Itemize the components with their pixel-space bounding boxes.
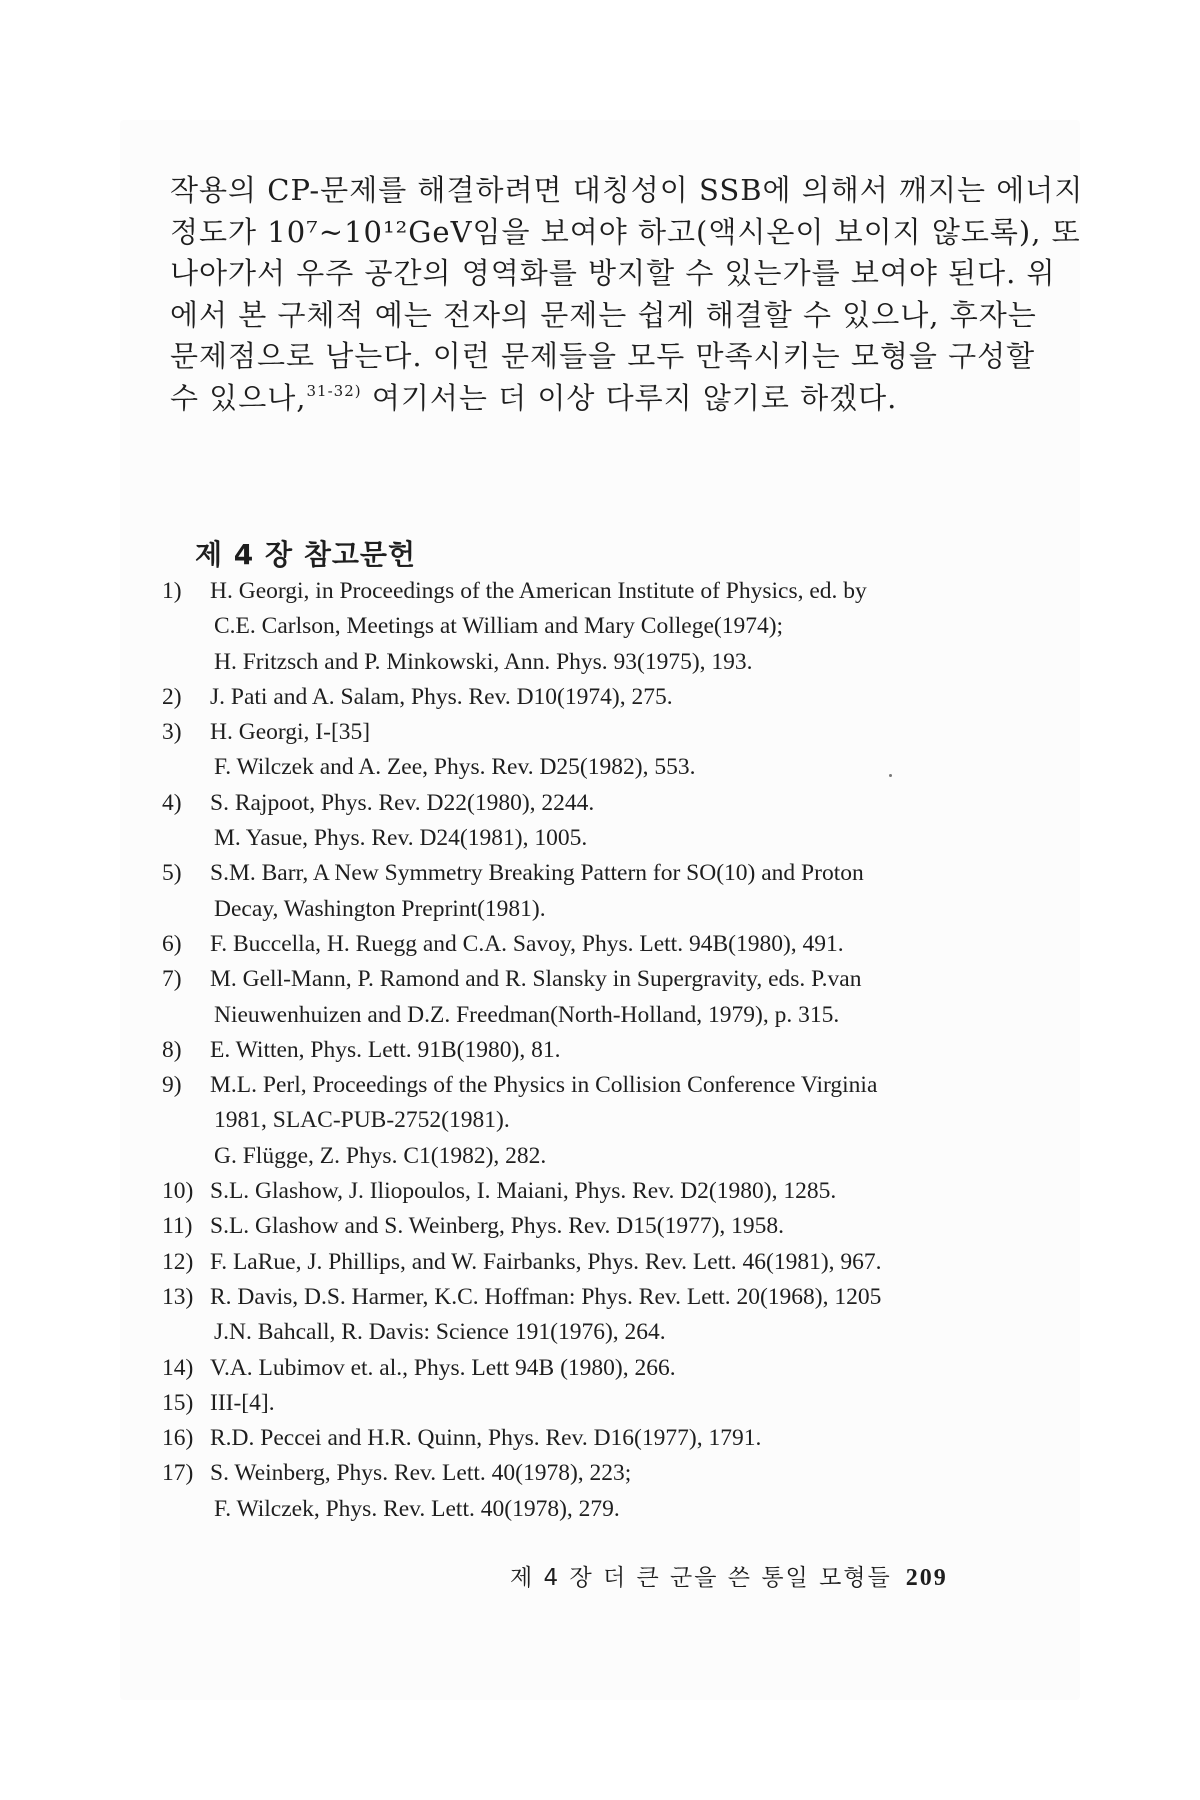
reference-text: F. Wilczek, Phys. Rev. Lett. 40(1978), 279. (214, 1495, 620, 1522)
reference-line (162, 892, 1062, 927)
reference-item (162, 962, 1062, 1033)
paragraph-line-start: 수 있으나, (170, 380, 307, 415)
reference-item (162, 1351, 1062, 1386)
page-footer (510, 1559, 948, 1592)
reference-text: F. Wilczek and A. Zee, Phys. Rev. D25(1982), 553. (214, 754, 696, 781)
reference-text: J.N. Bahcall, R. Davis: Science 191(1976), 264. (214, 1319, 666, 1346)
reference-line (162, 1209, 1062, 1244)
reference-item (162, 1421, 1062, 1456)
reference-line (162, 998, 1062, 1033)
reference-number: 13) (162, 1283, 194, 1310)
reference-item (162, 856, 1062, 927)
reference-item (162, 1068, 1062, 1174)
reference-number: 4) (162, 789, 182, 816)
reference-text: S. Rajpoot, Phys. Rev. D22(1980), 2244. (210, 789, 595, 816)
reference-number: 12) (162, 1248, 194, 1275)
reference-line (162, 1103, 1062, 1138)
reference-line (162, 1386, 1062, 1421)
paragraph-last-line (170, 378, 1050, 420)
reference-text: Nieuwenhuizen and D.Z. Freedman(North-Holland, 1979), p. 315. (214, 1001, 840, 1028)
reference-line (162, 821, 1062, 856)
reference-text: H. Fritzsch and P. Minkowski, Ann. Phys. 93(1975), 193. (214, 648, 753, 675)
reference-text: S.M. Barr, A New Symmetry Breaking Pattern for SO(10) and Proton (210, 860, 864, 887)
reference-number: 6) (162, 930, 182, 957)
reference-line (162, 680, 1062, 715)
reference-line (162, 609, 1062, 644)
reference-item (162, 927, 1062, 962)
reference-text: V.A. Lubimov et. al., Phys. Lett 94B (1980), 266. (210, 1354, 676, 1381)
reference-number: 8) (162, 1036, 182, 1063)
reference-text: S. Weinberg, Phys. Rev. Lett. 40(1978), 223; (210, 1460, 632, 1487)
reference-line (162, 1174, 1062, 1209)
paragraph-line: 정도가 10⁷~10¹²GeV임을 보여야 하고(액시온이 보이지 않도록), 또 (170, 214, 1081, 249)
reference-line (162, 962, 1062, 997)
reference-text: R. Davis, D.S. Harmer, K.C. Hoffman: Phys. Rev. Lett. 20(1968), 1205 (210, 1283, 882, 1310)
reference-line (162, 1280, 1062, 1315)
reference-number: 7) (162, 966, 182, 993)
section-heading: 제 4 장 참고문헌 (195, 538, 417, 571)
reference-number: 5) (162, 860, 182, 887)
reference-number: 16) (162, 1425, 194, 1452)
citation-superscript: 31-32) (306, 381, 362, 400)
reference-text: M.L. Perl, Proceedings of the Physics in Collision Conference Virginia (210, 1072, 878, 1099)
reference-item (162, 1245, 1062, 1280)
reference-line (162, 574, 1062, 609)
page-number: 209 (905, 1565, 948, 1591)
reference-list (162, 574, 1062, 1527)
reference-text: S.L. Glashow and S. Weinberg, Phys. Rev. D15(1977), 1958. (210, 1213, 785, 1240)
reference-item (162, 1280, 1062, 1351)
paragraph-line: 작용의 CP-문제를 해결하려면 대칭성이 SSB에 의해서 깨지는 에너지 (170, 173, 1084, 207)
reference-item (162, 1456, 1062, 1527)
reference-line (162, 1033, 1062, 1068)
reference-line (162, 645, 1062, 680)
reference-text: M. Gell-Mann, P. Ramond and R. Slansky in Supergravity, eds. P.van (210, 966, 862, 993)
reference-number: 15) (162, 1389, 194, 1416)
reference-item (162, 1033, 1062, 1068)
reference-text: H. Georgi, in Proceedings of the American Institute of Physics, ed. by (210, 578, 867, 604)
reference-line (162, 856, 1062, 891)
paragraph-line: 에서 본 구체적 예는 전자의 문제는 쉽게 해결할 수 있으나, 후자는 (170, 297, 1037, 332)
paragraph-line-end: 여기서는 더 이상 다루지 않기로 하겠다. (361, 380, 898, 415)
speck (889, 774, 892, 777)
reference-line (162, 1421, 1062, 1456)
reference-text: J. Pati and A. Salam, Phys. Rev. D10(1974), 275. (210, 683, 673, 710)
reference-line (162, 1492, 1062, 1527)
reference-line (162, 786, 1062, 821)
reference-number: 14) (162, 1354, 194, 1381)
reference-text: Decay, Washington Preprint(1981). (214, 895, 546, 922)
reference-text: C.E. Carlson, Meetings at William and Mary College(1974); (214, 613, 784, 640)
reference-number: 17) (162, 1460, 194, 1487)
reference-number: 11) (162, 1213, 193, 1240)
reference-number: 2) (162, 683, 182, 710)
reference-text: F. Buccella, H. Ruegg and C.A. Savoy, Phys. Lett. 94B(1980), 491. (210, 930, 844, 957)
reference-line (162, 1351, 1062, 1386)
reference-line (162, 1245, 1062, 1280)
reference-text: G. Flügge, Z. Phys. C1(1982), 282. (214, 1142, 547, 1169)
reference-text: 1981, SLAC-PUB-2752(1981). (214, 1107, 510, 1134)
reference-line (162, 750, 1062, 785)
reference-item (162, 715, 1062, 786)
reference-text: R.D. Peccei and H.R. Quinn, Phys. Rev. D16(1977), 1791. (210, 1425, 762, 1452)
reference-item (162, 574, 1062, 680)
reference-item (162, 680, 1062, 715)
reference-text: F. LaRue, J. Phillips, and W. Fairbanks, Phys. Rev. Lett. 46(1981), 967. (210, 1248, 882, 1275)
reference-item (162, 1209, 1062, 1244)
reference-item (162, 1386, 1062, 1421)
paragraph-line: 문제점으로 남는다. 이런 문제들을 모두 만족시키는 모형을 구성할 (170, 339, 1036, 373)
reference-text: H. Georgi, I-[35] (210, 719, 371, 746)
reference-line (162, 927, 1062, 962)
reference-number: 3) (162, 719, 182, 746)
body-paragraph (170, 170, 1084, 419)
reference-line (162, 1139, 1062, 1174)
reference-item (162, 1174, 1062, 1209)
reference-line (162, 1068, 1062, 1103)
reference-text: E. Witten, Phys. Lett. 91B(1980), 81. (210, 1036, 561, 1063)
paragraph-line: 나아가서 우주 공간의 영역화를 방지할 수 있는가를 보여야 된다. 위 (170, 256, 1056, 290)
reference-number: 1) (162, 578, 182, 604)
reference-line (162, 715, 1062, 750)
reference-text: III-[4]. (210, 1389, 275, 1416)
reference-number: 10) (162, 1178, 194, 1205)
running-title: 제 4 장 더 큰 군을 쓴 통일 모형들 (510, 1565, 892, 1591)
reference-text: M. Yasue, Phys. Rev. D24(1981), 1005. (214, 825, 588, 852)
reference-text: S.L. Glashow, J. Iliopoulos, I. Maiani, Phys. Rev. D2(1980), 1285. (210, 1178, 837, 1205)
reference-line (162, 1315, 1062, 1350)
reference-line (162, 1456, 1062, 1491)
reference-item (162, 786, 1062, 857)
reference-number: 9) (162, 1072, 182, 1099)
